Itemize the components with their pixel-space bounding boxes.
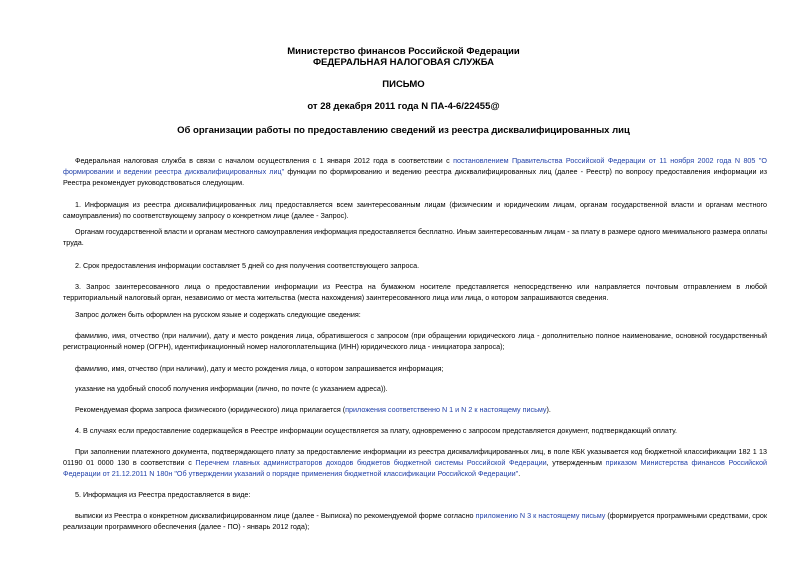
text-run: функции по формированию и ведению реестра дисквалифицированных лиц (далее - Реестр) по вопросу предоставления информации из Реестра рекомендует руководствоваться следующим. (63, 167, 767, 188)
link-revenue-administrators-list[interactable]: Перечнем главных администраторов доходов бюджетов бюджетной системы Российской Федерации (195, 458, 547, 468)
text-run: ). (546, 405, 551, 414)
link-appendix-3[interactable]: приложению N 3 к настоящему письму (475, 511, 606, 520)
paragraph-5: 5. Информация из Реестра предоставляется в виде: (75, 490, 251, 499)
text-run: выписки из Реестра о конкретном дисквалифицированном лице (далее - Выписка) по рекомендуемой форме согласно (75, 511, 476, 520)
text-run: , утвержденным (546, 458, 606, 468)
text-run: Рекомендуемая форма запроса физического (юридического) лица прилагается ( (75, 405, 346, 414)
text-run: (формируется программными средствами, срок реализации программного обеспечения (далее - ПО) - январь 2012 года); (63, 511, 767, 532)
link-minfin-order-180n[interactable]: приказом Министерства финансов Российской Федерации от 21.12.2011 N 180н "Об утверждении указаний о порядке применения бюджетной классификации Российской Федерации" (63, 458, 767, 479)
paragraph-payment-document (63, 446, 767, 480)
paragraph-recommended-form (63, 404, 767, 415)
list-item-requester-info: фамилию, имя, отчество (при наличии), дату и место рождения лица, обратившегося с запросом (при обращении юридического лица - дополнительно полное наименование, основной государственный регистрационный номер (ОГРН), идентификационный номер налогоплательщика (ИНН) юридического лица - инициатора запроса); (63, 331, 767, 352)
ministry-name: Министерство финансов Российской Федерации (287, 46, 520, 57)
list-item-extract (63, 510, 767, 532)
service-name: ФЕДЕРАЛЬНАЯ НАЛОГОВАЯ СЛУЖБА (312, 57, 495, 68)
list-item-subject-info: фамилию, имя, отчество (при наличии), дату и место рождения лица, о котором запрашивается информация; (75, 364, 444, 373)
paragraph-intro (63, 155, 767, 189)
document-date-number: от 28 декабря 2011 года N ПА-4-6/22455@ (307, 101, 500, 112)
paragraph-2: 2. Срок предоставления информации составляет 5 дней со дня получения соответствующего запроса. (75, 261, 420, 270)
document-title: Об организации работы по предоставлению сведений из реестра дисквалифицированных лиц (177, 125, 630, 136)
text-run: Федеральная налоговая служба в связи с началом осуществления с 1 января 2012 года в соответствии с (75, 156, 454, 165)
paragraph-free-of-charge: Органам государственной власти и органам местного самоуправления информация предоставляется бесплатно. Иным заинтересованным лицам - за плату в размере одного минимального размера оплаты труда. (63, 227, 767, 248)
text-run: . (518, 469, 521, 479)
paragraph-4: 4. В случаях если предоставление содержащейся в Реестре информации осуществляется за плату, одновременно с запросом представляется документ, подтверждающий оплату. (75, 426, 678, 435)
link-government-decree-805[interactable]: постановлением Правительства Российской Федерации от 11 ноября 2002 года N 805 "О формировании и ведении реестра дисквалифицированных лиц" (63, 156, 767, 177)
paragraph-1: 1. Информация из реестра дисквалифицированных лиц предоставляется всем заинтересованным лицам (физическим и юридическим лицам, органам государственной власти и органам местного самоуправления) по соответствующему запросу о конкретном лице (далее - Запрос). (63, 200, 767, 221)
list-item-delivery-method: указание на удобный способ получения информации (лично, по почте (с указанием адреса)). (75, 384, 388, 393)
link-appendices-1-2[interactable]: приложения соответственно N 1 и N 2 к настоящему письму (345, 405, 547, 414)
paragraph-request-requirements: Запрос должен быть оформлен на русском языке и содержать следующие сведения: (75, 310, 361, 319)
text-run: При заполнении платежного документа, подтверждающего плату за предоставление информации из реестра дисквалифицированных лиц, в поле КБК указывается код бюджетной классификации 182 1 13 01190 01 0000 130 в соответствии с (63, 447, 767, 468)
document-type: ПИСЬМО (382, 79, 425, 90)
paragraph-3: 3. Запрос заинтересованного лица о предоставлении информации из Реестра на бумажном носителе представляется непосредственно или направляется почтовым отправлением в любой территориальный налоговый орган, независимо от места жительства (места нахождения) заинтересованного лица или лица, о котором запрашиваются сведения. (63, 282, 767, 303)
